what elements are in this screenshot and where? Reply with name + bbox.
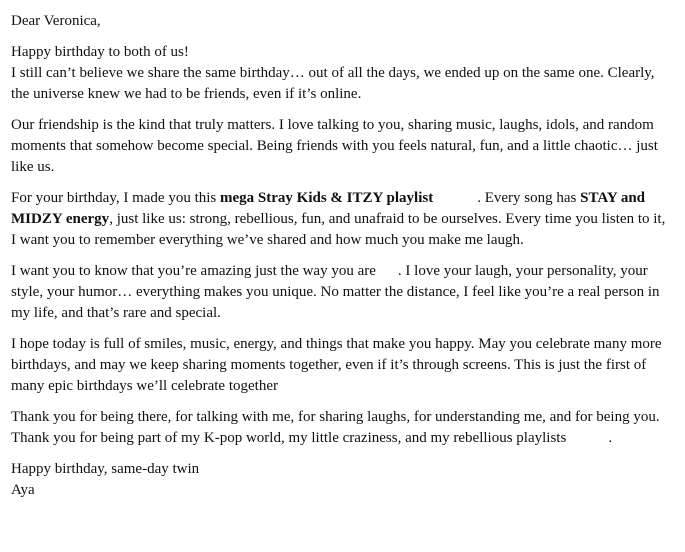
playlist-name-bold: mega Stray Kids & ITZY playlist xyxy=(220,190,434,206)
paragraph-playlist xyxy=(11,188,673,251)
playlist-text-e: , just like us: strong, rebellious, fun, and unafraid to be ourselves. Every time you listen to it, I want you to remember everything we’ve shared and how much you make me laugh. xyxy=(11,211,666,248)
paragraph-thanks xyxy=(11,407,673,449)
playlist-text-c: . Every song has xyxy=(477,190,581,206)
paragraph-friendship: Our friendship is the kind that truly matters. I love talking to you, sharing music, laughs, idols, and random moments that somehow become special. Being friends with you feels natural, fun, and a little chaotic… just like us. xyxy=(11,117,658,175)
same-birthday-text: I still can’t believe we share the same birthday… out of all the days, we ended up on the same one. Clearly, the universe knew we had to be friends, even if it’s online. xyxy=(11,65,655,102)
closing-line: Happy birthday, same-day twin xyxy=(11,461,200,477)
playlist-text-a: For your birthday, I made you this xyxy=(11,190,220,206)
amazing-text-b: . I love your laugh, your personality, your style, your humor… everything makes you unique. No matter the distance, I feel like you’re a real person in my life, and that’s rare and special. xyxy=(11,263,660,321)
birthday-wish-line: Happy birthday to both of us! xyxy=(11,44,189,60)
signoff xyxy=(11,459,673,501)
paragraph-birthday-wish xyxy=(11,42,673,105)
energy-bold: STAY and MIDZY energy xyxy=(11,190,646,227)
thanks-text-b: . xyxy=(608,430,613,446)
greeting: Dear Veronica, xyxy=(11,13,101,29)
paragraph-hope: I hope today is full of smiles, music, energy, and things that make you happy. May you celebrate many more birthdays, and may we keep sharing moments together, even if it’s through screens. This is just the first of many epic birthdays we’ll celebrate together xyxy=(11,336,662,394)
signature: Aya xyxy=(11,482,35,498)
paragraph-amazing xyxy=(11,261,673,324)
thanks-text-a: Thank you for being there, for talking with me, for sharing laughs, for understanding me, and for being you. Thank you for being part of my K-pop world, my little craziness, and my rebellious playlists xyxy=(11,409,660,446)
amazing-text-a: I want you to know that you’re amazing just the way you are xyxy=(11,263,376,279)
